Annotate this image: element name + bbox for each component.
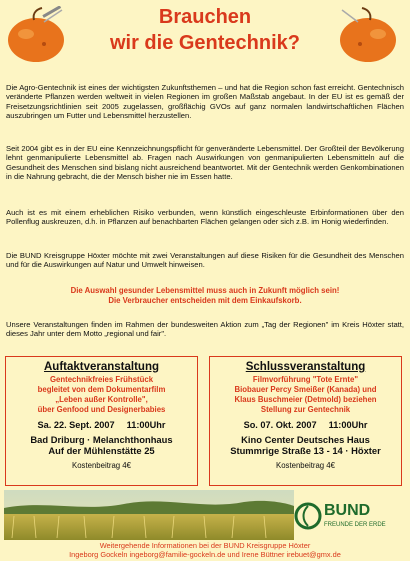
bund-emblem-icon <box>294 502 322 530</box>
event-desc-line: Filmvorführung "Tote Ernte" <box>252 375 359 384</box>
event-date: Sa. 22. Sept. 2007 <box>37 420 115 430</box>
event-description <box>210 375 401 415</box>
call-line-2: Die Verbraucher entscheiden mit dem Einkaufskorb. <box>108 296 302 305</box>
bund-logo <box>294 498 404 538</box>
event-location <box>210 434 401 456</box>
gmo-apple-icon <box>4 6 68 66</box>
page-title <box>70 4 340 56</box>
event-place-line: Auf der Mühlenstätte 25 <box>48 445 155 456</box>
event-desc-line: Stellung zur Gentechnik <box>260 405 351 414</box>
event-place-line: Stummrige Straße 13 - 14 · Höxter <box>230 445 381 456</box>
footer-line-2: Ingeborg Gockeln ingeborg@familie-gockeln.de und Irene Büttner irebuet@gmx.de <box>69 550 341 559</box>
event-box-closing <box>209 356 402 486</box>
event-location <box>6 434 197 456</box>
bund-name: BUND <box>324 502 371 519</box>
paragraph-labeling: Seit 2004 gibt es in der EU eine Kennzeichnungspflicht für genveränderte Lebensmittel. Der Großteil der Bevölkerung lehnt genmanipulierte Lebensmittel ab. Fragen nach Auswirkungen von genmanipulierten Lebensmitteln auf die Gesundheit des Menschen sind bislang nicht ausreichend beantwortet. Mit der Gentechnik werden Genkombinationen in die Nahrung gebracht, die der Mensch bisher nie im Essen hatte. <box>6 144 404 182</box>
header <box>0 0 410 70</box>
event-place-line: Bad Driburg · Melanchthonhaus <box>30 434 173 445</box>
event-desc-line: begleitet von dem Dokumentarfilm <box>37 385 166 394</box>
title-line-1: Brauchen <box>158 6 252 28</box>
paragraph-bund: Die BUND Kreisgruppe Höxter möchte mit zwei Veranstaltungen auf diese Risiken für die Gesundheit des Menschen und für die Auswirkungen auf Natur und Umwelt hinweisen. <box>6 251 404 270</box>
event-desc-line: „Leben außer Kontrolle", <box>55 395 148 404</box>
event-date: So. 07. Okt. 2007 <box>243 420 317 430</box>
event-box-opening <box>5 356 198 486</box>
event-boxes <box>4 356 406 488</box>
event-cost: Kostenbeitrag 4€ <box>72 461 131 470</box>
event-title: Schlussveranstaltung <box>245 361 366 373</box>
call-to-action <box>6 286 404 306</box>
event-time: 11:00Uhr <box>126 420 166 430</box>
event-description <box>6 375 197 415</box>
paragraph-intro: Die Agro-Gentechnik ist eines der wichtigsten Zukunftsthemen – und hat die Region schon fast erreicht. Gentechnisch veränderte Pflanzen werden weltweit in vielen Regionen im großen Maßstab angebaut. In der EU ist es gemäß der Freisetzungsrichtlinien seit 2005 zugelassen, großflächig GVOs auf ganz normalen landwirtschaftlichen Flächen auszubringen um Futter und Lebensmittel herzustellen. <box>6 83 404 121</box>
event-desc-line: Biobauer Percy Smeißer (Kanada) und <box>234 385 377 394</box>
footer-line-1: Weitergehende Informationen bei der BUND Kreisgruppe Höxter <box>99 541 311 550</box>
event-cost: Kostenbeitrag 4€ <box>276 461 335 470</box>
event-desc-line: Klaus Buschmeier (Detmold) beziehen <box>234 395 377 404</box>
paragraph-events: Unsere Veranstaltungen finden im Rahmen der bundesweiten Aktion zum „Tag der Regionen" im Kreis Höxter statt, dieses Jahr unter dem Motto „regional und fair". <box>6 320 404 339</box>
event-desc-line: Gentechnikfreies Frühstück <box>49 375 154 384</box>
event-time: 11:00Uhr <box>328 420 368 430</box>
paragraph-risk: Auch ist es mit einem erheblichen Risiko verbunden, wenn künstlich eingeschleuste Erbinformationen über den Pollenflug auskreuzen, d.h. in Pflanzen auf benachbarten Flächen gelangen oder sich z.B. im Honig wiederfinden. <box>6 208 404 227</box>
event-place-line: Kino Center Deutsches Haus <box>241 434 370 445</box>
bund-subtitle: FREUNDE DER ERDE <box>324 522 386 528</box>
footer-contact <box>4 541 406 559</box>
event-title: Auftaktveranstaltung <box>43 361 160 373</box>
call-line-1: Die Auswahl gesunder Lebensmittel muss auch in Zukunft möglich sein! <box>70 286 340 295</box>
event-datetime <box>210 420 401 430</box>
event-datetime <box>6 420 197 430</box>
event-desc-line: über Genfood und Designerbabies <box>37 405 166 414</box>
title-line-2: wir die Gentechnik? <box>109 32 301 54</box>
gmo-apple-icon <box>336 6 400 66</box>
